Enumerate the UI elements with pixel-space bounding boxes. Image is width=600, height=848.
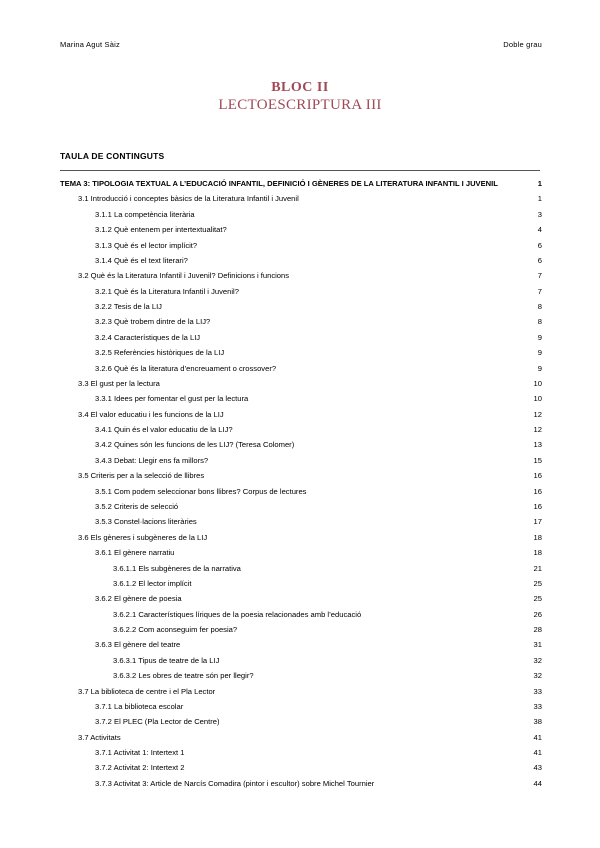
toc-entry[interactable] [95,500,542,514]
toc-entry-label: 3.5.2 Criteris de selecció [95,501,179,511]
toc-entry[interactable] [95,592,542,606]
toc-entry-label: 3.7.2 El PLEC (Pla Lector de Centre) [95,717,220,727]
toc-entry[interactable] [95,362,542,376]
toc-entry[interactable] [78,269,542,283]
bloc-subtitle: LECTOESCRIPTURA III [218,97,382,113]
toc-entry[interactable] [95,300,542,314]
toc-entry-label: 3.2.1 Què és la Literatura Infantil i Juvenil? [95,286,239,296]
toc-entry-page: 13 [533,440,542,450]
toc-entry-label: 3.7.1 La biblioteca escolar [95,701,184,711]
toc-entry[interactable] [95,346,542,360]
toc-entry-label: 3.4.2 Quines són les funcions de les LIJ? (Teresa Colomer) [95,440,295,450]
toc-entry-page: 9 [537,332,542,342]
toc-entry[interactable] [78,731,542,745]
toc-entry-page: 43 [533,763,542,773]
toc-entry[interactable] [95,485,542,499]
toc-entry-label: 3.6.2.1 Característiques líriques de la poesia relacionades amb l’educació [113,609,362,619]
toc-entry[interactable] [95,715,542,729]
toc-entry-page: 32 [533,655,542,665]
toc-entry-label: 3.1.1 La competència literària [95,209,195,219]
toc-entry[interactable] [113,669,542,683]
toc-entry-page: 41 [533,732,542,742]
toc-entry-page: 25 [533,594,542,604]
toc-entry[interactable] [78,377,542,391]
toc-entry-page: 7 [537,271,542,281]
toc-entry[interactable] [95,454,542,468]
toc-entry-label: 3.2 Què és la Literatura Infantil i Juvenil? Definicions i funcions [78,271,290,281]
toc-entry[interactable] [78,531,542,545]
toc-entry[interactable] [95,515,542,529]
toc-entry-page: 10 [533,394,542,404]
toc-entry[interactable] [78,685,542,699]
toc-entry-page: 6 [537,240,542,250]
toc-entry[interactable] [95,546,542,560]
toc-entry-page: 32 [533,671,542,681]
toc-entry-page: 9 [537,348,542,358]
toc-entry-page: 3 [537,209,542,219]
toc-entry-label: 3.7.2 Activitat 2: Intertext 2 [95,763,185,773]
toc-entry-page: 41 [533,748,542,758]
toc-entry-label: 3.1 Introducció i conceptes bàsics de la Literatura Infantil i Juvenil [78,194,299,204]
toc-entry-label: 3.1.3 Què és el lector implícit? [95,240,198,250]
toc-entry-label: 3.6.2 El gènere de poesia [95,594,182,604]
toc-entry[interactable] [95,700,542,714]
toc-entry[interactable] [113,562,542,576]
toc-entry-label: 3.7 Activitats [78,732,121,742]
toc-entry-label: 3.5.1 Com podem seleccionar bons llibres? Corpus de lectures [95,486,307,496]
toc-entry[interactable] [60,177,542,191]
toc-entry-page: 21 [533,563,542,573]
toc-entry-page: 25 [533,578,542,588]
toc-entry[interactable] [113,623,542,637]
toc-entry-page: 4 [537,225,542,235]
toc-entry[interactable] [95,239,542,253]
toc-entry-page: 16 [533,471,542,481]
header-degree: Doble grau [503,40,542,49]
toc-entry[interactable] [95,423,542,437]
toc-entry-label: 3.1.4 Què és el text literari? [95,255,188,265]
toc-entry-page: 15 [533,455,542,465]
toc-entry-label: 3.5.3 Constel·lacions literàries [95,517,197,527]
toc-entry[interactable] [95,315,542,329]
toc-entry[interactable] [78,408,542,422]
toc-entry[interactable] [95,777,542,791]
toc-entry-label: 3.5 Criteris per a la selecció de llibres [78,471,205,481]
toc-entry-label: 3.2.4 Característiques de la LIJ [95,332,201,342]
toc-entry[interactable] [113,577,542,591]
toc-entry-page: 18 [533,532,542,542]
toc-entry-page: 44 [533,778,542,788]
toc-entry-page: 26 [533,609,542,619]
toc-entry-page: 12 [533,409,542,419]
toc-entry-label: 3.6.2.2 Com aconseguim fer poesia? [113,625,238,635]
toc-entry[interactable] [95,285,542,299]
toc-entry-label: 3.3 El gust per la lectura [78,378,160,388]
toc-entry-page: 16 [533,486,542,496]
toc-entry-page: 33 [533,701,542,711]
toc-entry-page: 1 [537,179,542,188]
toc-entry-page: 6 [537,255,542,265]
toc-entry-label: 3.7 La biblioteca de centre i el Pla Lector [78,686,216,696]
toc-entry-page: 18 [533,548,542,558]
toc-entry-label: 3.1.2 Què entenem per intertextualitat? [95,225,227,235]
toc-entry-page: 33 [533,686,542,696]
toc-entry[interactable] [113,654,542,668]
toc-entry-label: 3.2.2 Tesis de la LIJ [95,302,162,312]
toc-entry[interactable] [95,746,542,760]
toc-entry[interactable] [95,438,542,452]
toc-entry-page: 12 [533,425,542,435]
toc-entry[interactable] [95,761,542,775]
toc-entry-page: 17 [533,517,542,527]
toc-entry-label: 3.6.1.2 El lector implícit [113,578,192,588]
toc-entry-page: 8 [537,302,542,312]
toc-entry-page: 10 [533,378,542,388]
toc-entry-page: 28 [533,625,542,635]
toc-entry-label: 3.6.1 El gènere narratiu [95,548,175,558]
toc-entry-page: 9 [537,363,542,373]
toc-entry-page: 8 [537,317,542,327]
toc-entry-label: 3.2.3 Què trobem dintre de la LIJ? [95,317,211,327]
toc-entry[interactable] [95,638,542,652]
toc-entry[interactable] [95,331,542,345]
header-author: Marina Agut Sàiz [60,40,120,49]
toc-entry-label: 3.4.3 Debat: Llegir ens fa millors? [95,455,209,465]
toc-entry-page: 16 [533,501,542,511]
toc-entry-page: 1 [537,194,542,204]
toc-entry-label: 3.6.3.2 Les obres de teatre són per llegir? [113,671,254,681]
toc-entry-label: 3.3.1 Idees per fomentar el gust per la lectura [95,394,249,404]
toc-entry-page: 31 [533,640,542,650]
toc-entry[interactable] [78,192,542,206]
toc-entry-label: 3.4.1 Quin és el valor educatiu de la LIJ? [95,425,233,435]
toc-entry[interactable] [95,208,542,222]
toc-entry-label: 3.6.3 El gènere del teatre [95,640,181,650]
toc-entry-page: 38 [533,717,542,727]
toc-entry[interactable] [95,254,542,268]
toc-entry[interactable] [78,469,542,483]
toc-entry-label: 3.7.3 Activitat 3: Article de Narcís Comadira (pintor i escultor) sobre Michel Tournier [95,778,375,788]
toc-entry-label: 3.6.1.1 Els subgèneres de la narrativa [113,563,241,573]
toc-entry-page: 7 [537,286,542,296]
toc-entry[interactable] [113,608,542,622]
toc-entry-label: 3.4 El valor educatiu i les funcions de la LIJ [78,409,224,419]
toc-entry-label: 3.7.1 Activitat 1: Intertext 1 [95,748,185,758]
toc-entry-label: TEMA 3: TIPOLOGIA TEXTUAL A L’EDUCACIÓ INFANTIL, DEFINICIÓ I GÈNERES DE LA LITERATURA INFANTIL I JUVENIL [60,179,498,188]
toc-entry-label: 3.2.5 Referències històriques de la LIJ [95,348,225,358]
toc-entry-label: 3.6 Els gèneres i subgèneres de la LIJ [78,532,208,542]
bloc-title: BLOC II [271,80,329,95]
toc-entry-label: 3.2.6 Què és la literatura d’encreuament o crossover? [95,363,277,373]
toc-divider [60,170,540,171]
toc-entry-label: 3.6.3.1 Tipus de teatre de la LIJ [113,655,220,665]
toc-entry[interactable] [95,392,542,406]
toc-heading: TAULA DE CONTINGUTS [60,151,165,161]
toc-entry[interactable] [95,223,542,237]
